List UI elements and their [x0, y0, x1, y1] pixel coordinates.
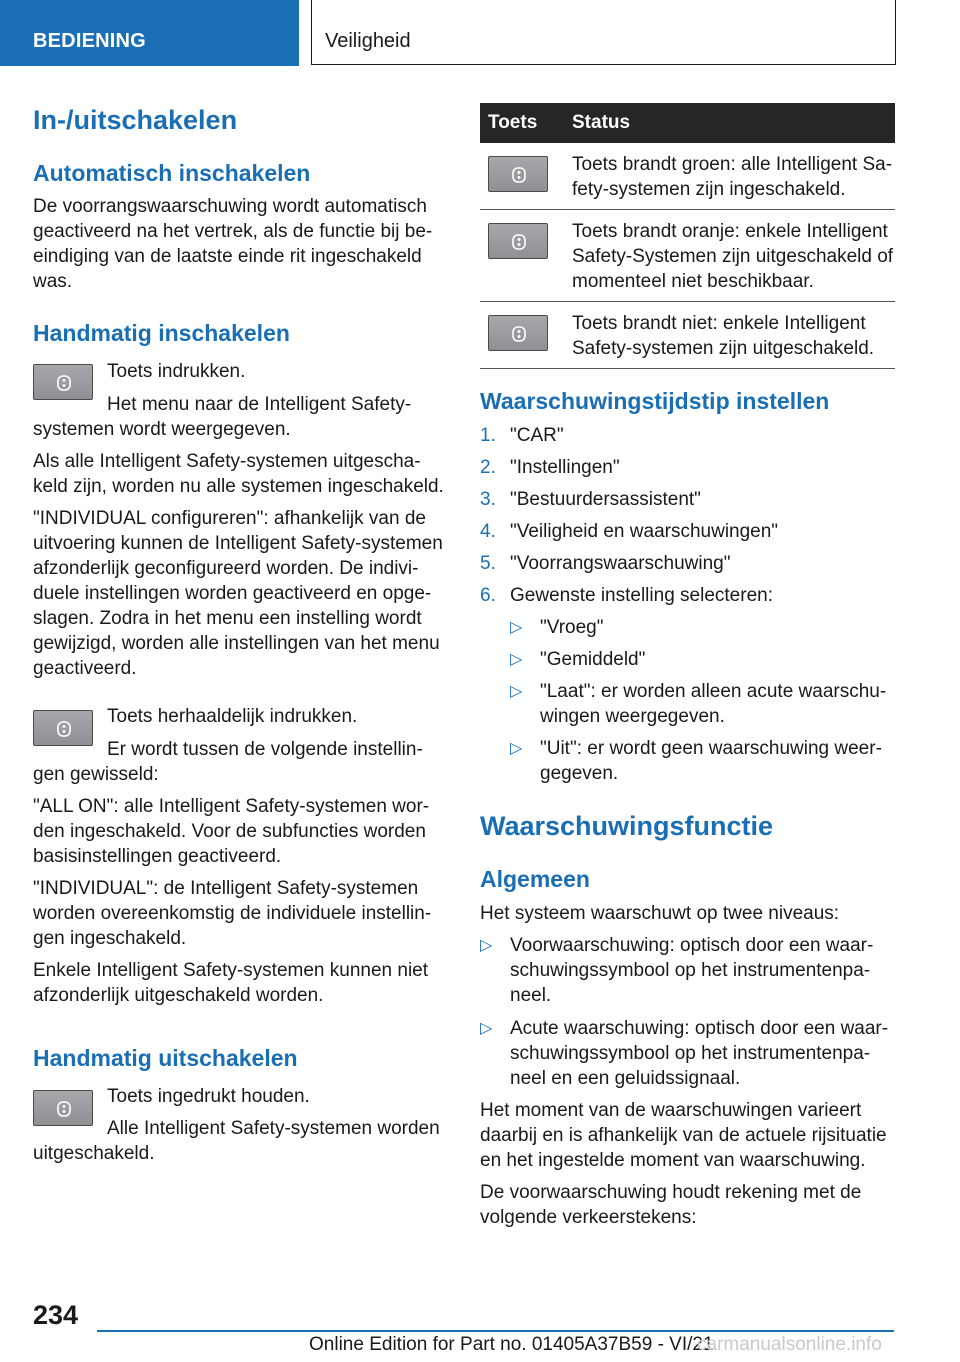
- safety-key-image: [33, 1090, 93, 1126]
- some-systems-text: Enkele Intelligent Safety-systemen kunnen niet afzonderlijk uitgeschakeld worden.: [33, 960, 429, 1006]
- status-cell: Toets brandt groen: alle Intelligent Sa- fety-systemen zijn ingeschakeld.: [572, 143, 895, 210]
- triangle-right-icon: ▷: [480, 1020, 493, 1037]
- safety-key-image: [488, 315, 548, 351]
- section-label: BEDIENING: [33, 30, 146, 52]
- all-on-text: "ALL ON": alle Intelligent Safety-systemen wor- den ingeschakeld. Voor de subfuncties worden basisinstellingen geactiveerd.: [33, 796, 430, 867]
- intelligent-safety-button-icon: [57, 721, 71, 737]
- section-tab: [0, 0, 299, 66]
- repeat-step2: Er wordt tussen de volgende instellin-: [107, 739, 423, 760]
- table-header-row: [480, 103, 895, 143]
- status-table: [480, 103, 895, 369]
- safety-key-image: [488, 223, 548, 259]
- intelligent-safety-button-icon: [512, 234, 526, 250]
- section-title: In-/uitschakelen: [33, 105, 238, 135]
- repeat-step2b: gen gewisseld:: [33, 764, 159, 785]
- table-row: [480, 143, 895, 210]
- auto-text: De voorrangswaarschuwing wordt automatisch geactiveerd na het vertrek, als de functie bij be- eindiging van de laatste einde rit ingeschakeld was.: [33, 196, 433, 292]
- safety-key-image: [33, 710, 93, 746]
- chapter-label: Veiligheid: [325, 30, 411, 52]
- manual-off-step2b: uitgeschakeld.: [33, 1143, 155, 1164]
- col-key: Toets: [480, 103, 572, 143]
- function-p1: Het moment van de waarschuwingen varieert daarbij en is afhankelijk van de actuele rijsituatie en het ingestelde moment van waarschuwing.: [480, 1100, 887, 1171]
- individual-text: "INDIVIDUAL": de Intelligent Safety-systemen worden overeenkomstig de individuele instellin- gen ingeschakeld.: [33, 878, 432, 949]
- intelligent-safety-button-icon: [512, 326, 526, 342]
- function-heading: Waarschuwingsfunctie: [480, 811, 774, 841]
- manual-on-step1: Toets indrukken.: [107, 361, 246, 382]
- page-number: 234: [33, 1300, 79, 1330]
- function-p2: De voorwaarschuwing houdt rekening met de volgende verkeerstekens:: [480, 1182, 862, 1228]
- col-status: Status: [572, 103, 895, 143]
- chapter-tab: [311, 0, 896, 65]
- repeat-step1: Toets herhaaldelijk indrukken.: [107, 706, 358, 727]
- manual-on-p2: "INDIVIDUAL configureren": afhankelijk van de uitvoering kunnen de Intelligent Safety-systemen afzonderlijk geconfigureerd worden. De indivi- duele instellingen worden geactiveerd en opge- slagen. Zodra in het menu een instelling wordt gewijzigd, worden alle instellingen van het menu geactiveerd.: [33, 508, 443, 679]
- intelligent-safety-button-icon: [512, 167, 526, 183]
- manual-on-step2b: systemen wordt weergegeven.: [33, 419, 291, 440]
- timing-heading: Waarschuwingstijdstip instellen: [480, 388, 830, 414]
- triangle-right-icon: ▷: [480, 937, 493, 954]
- safety-key-image: [33, 364, 93, 400]
- manual-on-heading: Handmatig inschakelen: [33, 320, 290, 346]
- table-row: [480, 302, 895, 369]
- triangle-right-icon: ▷: [510, 740, 523, 757]
- general-heading: Algemeen: [480, 866, 590, 892]
- edition-text: Online Edition for Part no. 01405A37B59 - VI/21: [309, 1334, 714, 1355]
- manual-on-step2: Het menu naar de Intelligent Safety-: [107, 394, 412, 415]
- function-intro: Het systeem waarschuwt op twee niveaus:: [480, 903, 840, 924]
- manual-on-p1: Als alle Intelligent Safety-systemen uitgescha- keld zijn, worden nu alle systemen ingeschakeld.: [33, 451, 444, 497]
- manual-off-heading: Handmatig uitschakelen: [33, 1045, 298, 1071]
- footer-rule: [97, 1330, 894, 1332]
- manual-off-step2: Alle Intelligent Safety-systemen worden: [107, 1118, 440, 1139]
- status-cell: Toets brandt oranje: enkele Intelligent Safety-Systemen zijn uitgeschakeld of momenteel niet beschikbaar.: [572, 210, 895, 302]
- intelligent-safety-button-icon: [57, 1101, 71, 1117]
- triangle-right-icon: ▷: [510, 619, 523, 636]
- auto-heading: Automatisch inschakelen: [33, 160, 311, 186]
- status-cell: Toets brandt niet: enkele Intelligent Safety-systemen zijn uitgeschakeld.: [572, 302, 895, 369]
- manual-off-step1: Toets ingedrukt houden.: [107, 1086, 310, 1107]
- triangle-right-icon: ▷: [510, 683, 523, 700]
- triangle-right-icon: ▷: [510, 651, 523, 668]
- watermark: carmanualsonline.info: [697, 1334, 882, 1355]
- table-row: [480, 210, 895, 302]
- safety-key-image: [488, 156, 548, 192]
- intelligent-safety-button-icon: [57, 375, 71, 391]
